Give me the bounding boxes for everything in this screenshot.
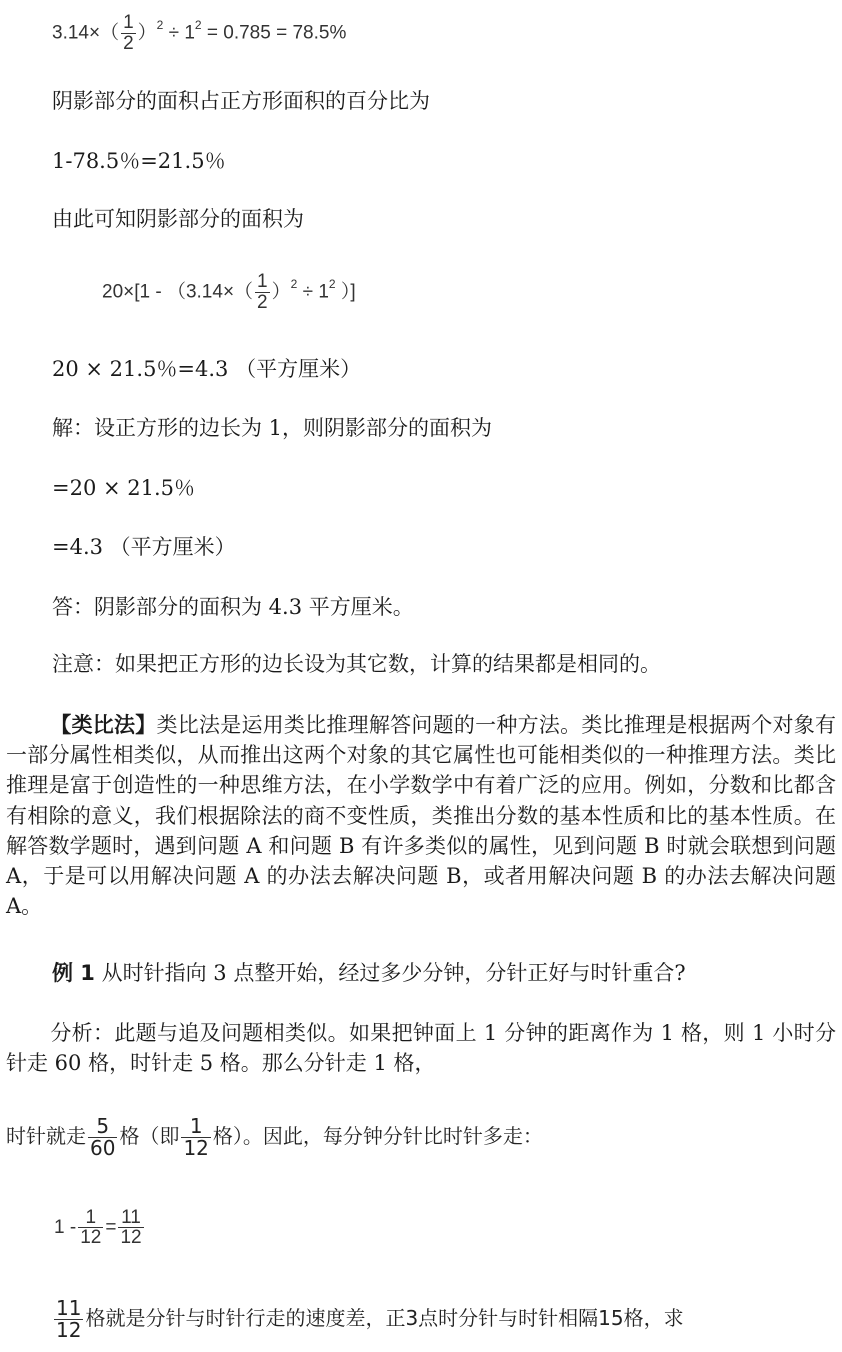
analogy-paragraph: 【类比法】类比法是运用类比推理解答问题的一种方法。类比推理是根据两个对象有一部分属性相类似，从而推出这两个对象的其它属性也可能相类似的一种推理方法。类比推理是富于创造性的一种思维方法，在小学数学中有着广泛的应用。例如，分数和比都含有相除的意义，我们根据除法的商不变性质，类推出分数的基本性质和比的基本性质。在解答数学题时，遇到问题 A 和问题 B 有许多类似的属性，见到问题 B 时就会联想到问题 A，于是可以用解决问题 A 的办法去解决问题 B，或者用解决问题 B 的办法去解决问题 A。: [6, 713, 837, 919]
text-line: 阴影部分的面积占正方形面积的百分比为: [52, 89, 430, 113]
formula-speed-diff: 1 - $\frac{1}{12}$ = $\frac{11}{12}$: [54, 1206, 142, 1249]
example-heading: 例 1 从时针指向 3 点整开始，经过多少分钟，分针正好与时针重合?: [52, 961, 686, 985]
fraction-1-12: $\frac{1}{12}$: [80, 1206, 102, 1249]
formula-area: 20×[1 - （3.14×（ $\frac{1}{2}$ ）$^2 \div 1^2$ ）]: [102, 271, 356, 313]
text-line: 答：阴影部分的面积为 4.3 平方厘米。: [52, 595, 414, 619]
analysis-paragraph: 分析：此题与追及问题相类似。如果把钟面上 1 分钟的距离作为 1 格，则 1 小时分针走 60 格，时针走 5 格。那么分针走 1 格，: [6, 1021, 836, 1076]
fraction-11-12: $\frac{11}{12}$: [120, 1206, 142, 1249]
fraction-5-60: $\frac{5}{60}$: [90, 1114, 116, 1160]
text-line: 解：设正方形的边长为 1，则阴影部分的面积为: [52, 416, 493, 440]
fraction-half: $\frac{1}{2}$: [257, 271, 268, 313]
text-line: 1-78.5％=21.5％: [52, 149, 226, 173]
text-line: =20 × 21.5％: [52, 476, 196, 500]
text-line: 注意：如果把正方形的边长设为其它数，计算的结果都是相同的。: [52, 652, 661, 676]
formula-conclusion: $\frac{11}{12}$ 格就是分针与时针行走的速度差，正3点时分针与时针相隔15格，求: [56, 1296, 684, 1342]
formula-hour-hand: 时针就走 $\frac{5}{60}$ 格（即 $\frac{1}{12}$ 格）。因此，每分钟分针比时针多走：: [6, 1114, 543, 1160]
fraction-11-12: $\frac{11}{12}$: [56, 1296, 82, 1342]
text-line: =4.3 （平方厘米）: [52, 535, 236, 559]
formula-percent: 3.14×（ $\frac{1}{2}$ ）$^2 \div 1^2 = 0.785 = 78.5\%$: [52, 12, 347, 54]
text-line: 20 × 21.5％=4.3 （平方厘米）: [52, 357, 362, 381]
fraction-half: $\frac{1}{2}$: [123, 12, 134, 54]
fraction-1-12: $\frac{1}{12}$: [183, 1114, 209, 1160]
text-line: 由此可知阴影部分的面积为: [52, 207, 304, 231]
